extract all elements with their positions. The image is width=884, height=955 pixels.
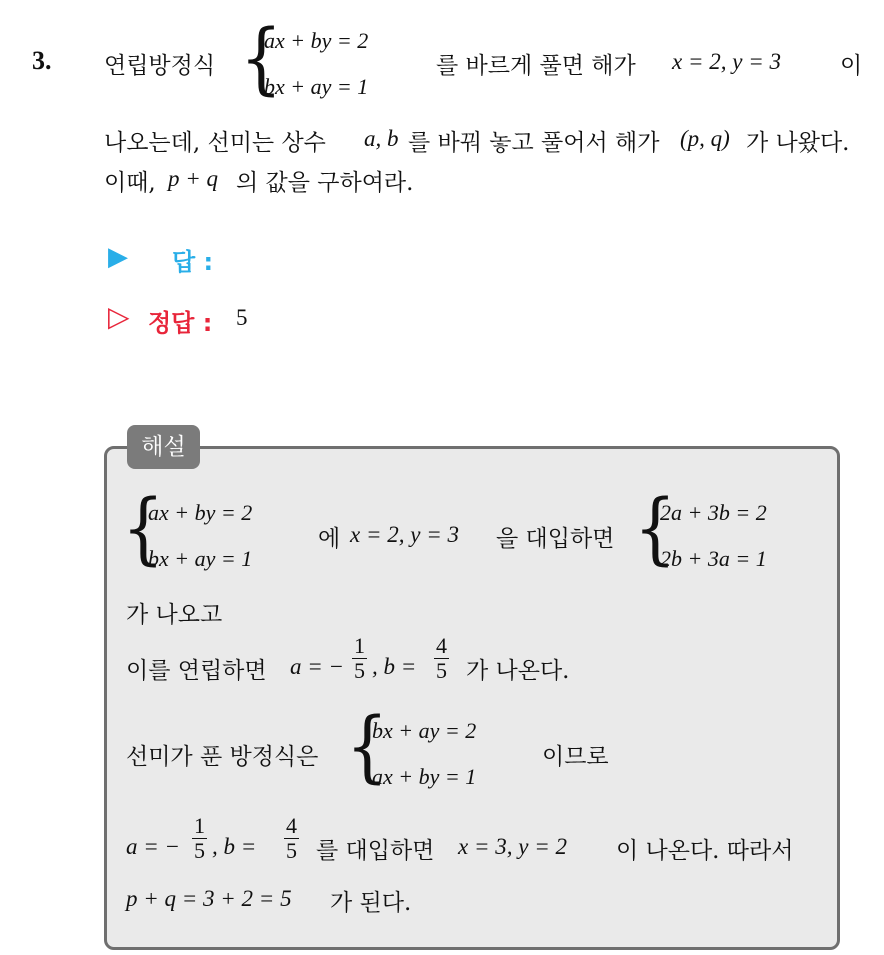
solution-l5-text: 를 대입하면 [316, 838, 435, 864]
solution-l6-expr: p + q = 3 + 2 = 5 [126, 886, 292, 911]
answer-arrow-icon: ▶ [108, 242, 128, 272]
solution-line4-a: 선미가 푼 방정식은 [126, 744, 319, 770]
correct-label: 정답 : [148, 309, 213, 337]
problem-intro: 연립방정식 [104, 53, 216, 79]
solution-system2-eq-2: 2b + 3a = 1 [660, 546, 767, 571]
solution-sub-b: 을 대입하면 [496, 526, 615, 552]
problem-eq-1: ax + by = 2 [264, 28, 369, 53]
solution-system1-eq-1: ax + by = 2 [148, 500, 253, 525]
solution-system1-brace: { [122, 484, 165, 574]
solution-l5-solution: x = 3, y = 2 [458, 834, 567, 859]
correct-arrow-icon: ▷ [108, 300, 130, 333]
solution-b-lhs: , b = [372, 654, 417, 679]
solution-sub-values: x = 2, y = 3 [350, 522, 459, 547]
solution-b-fraction [434, 634, 449, 683]
solution-l5-end: 이 나온다. 따라서 [616, 838, 794, 864]
problem-eq-2: bx + ay = 1 [264, 74, 369, 99]
solution-l5-a-numerator: 1 [194, 813, 205, 838]
problem-line1-after: 를 바르게 풀면 해가 [436, 53, 636, 79]
solution-a-lhs: a = − [290, 654, 345, 679]
problem-line3-a: 이때, [104, 170, 156, 196]
solution-system3-eq-1: bx + ay = 2 [372, 718, 477, 743]
problem-line2-vars: a, b [364, 126, 399, 151]
solution-system2-brace: { [634, 484, 677, 574]
solution-b-denominator: 5 [436, 658, 447, 683]
solution-a-numerator: 1 [354, 633, 365, 658]
system-brace: { [240, 14, 283, 104]
solution-system3-brace: { [346, 702, 389, 792]
solution-system1-eq-2: bx + ay = 1 [148, 546, 253, 571]
solution-l5-a-fraction [192, 814, 207, 863]
problem-line1-solution: x = 2, y = 3 [672, 49, 781, 74]
solution-system3-eq-2: ax + by = 1 [372, 764, 477, 789]
solution-system2-eq-1: 2a + 3b = 2 [660, 500, 767, 525]
solution-l6-end: 가 된다. [330, 890, 412, 916]
problem-line2-pair: (p, q) [680, 126, 730, 151]
solution-a-fraction [352, 634, 367, 683]
solution-l5-a-denominator: 5 [194, 838, 205, 863]
solution-line3-b: 가 나온다. [466, 658, 570, 684]
solution-b-numerator: 4 [436, 633, 447, 658]
problem-line1-end: 이 [840, 53, 863, 79]
problem-line2-b: 를 바꿔 놓고 풀어서 해가 [408, 130, 660, 156]
solution-l5-a-lhs: a = − [126, 834, 181, 859]
solution-line2: 가 나오고 [126, 602, 223, 628]
problem-number: 3. [32, 46, 52, 75]
solution-tab: 해설 [127, 425, 200, 469]
solution-l5-b-fraction [284, 814, 299, 863]
problem-line3-expr: p + q [168, 166, 219, 191]
solution-line4-b: 이므로 [542, 744, 609, 770]
answer-label: 답 : [172, 248, 214, 276]
solution-l5-b-numerator: 4 [286, 813, 297, 838]
solution-sub-a: 에 [318, 526, 341, 552]
solution-line3-a: 이를 연립하면 [126, 658, 267, 684]
solution-l5-b-denominator: 5 [286, 838, 297, 863]
problem-line2-a: 나오는데, 선미는 상수 [104, 130, 326, 156]
problem-line3-b: 의 값을 구하여라. [236, 170, 414, 196]
solution-l5-b-lhs: , b = [212, 834, 257, 859]
problem-line2-c: 가 나왔다. [746, 130, 850, 156]
solution-a-denominator: 5 [354, 658, 365, 683]
correct-value: 5 [236, 305, 248, 330]
